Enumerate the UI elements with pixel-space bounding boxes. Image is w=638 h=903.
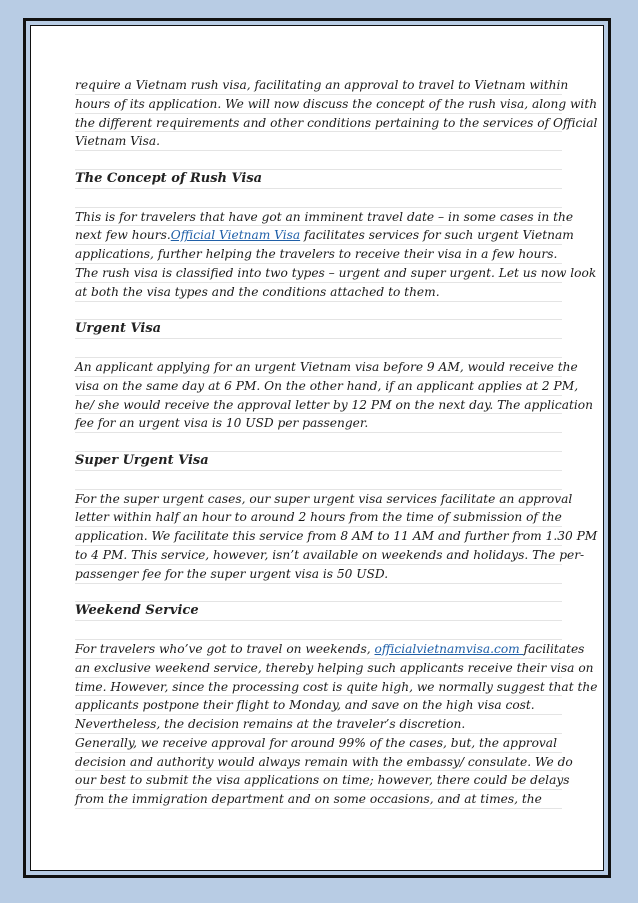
text-line: hours of its application. We will now discuss the concept of the rush visa, along with [75, 95, 562, 114]
text-line: at both the visa types and the conditions attached to them. [75, 283, 562, 302]
text-line: passenger fee for the super urgent visa is 50 USD. [75, 565, 562, 584]
text-span: facilitates services for such urgent Vietnam [300, 228, 574, 243]
blank-line [75, 433, 562, 452]
blank-line [75, 302, 562, 321]
text-span: For travelers who’ve got to travel on weekends, [75, 641, 375, 656]
blank-line [75, 339, 562, 358]
section-heading-weekend: Weekend Service [75, 602, 562, 621]
document-body [75, 76, 598, 809]
text-line: from the immigration department and on some occasions, and at times, the [75, 790, 562, 809]
text-line: Vietnam Visa. [75, 132, 562, 151]
text-line: the different requirements and other conditions pertaining to the services of Official [75, 114, 562, 133]
text-line: he/ she would receive the approval letter by 12 PM on the next day. The application [75, 396, 562, 415]
official-vietnam-visa-link[interactable]: Official Vietnam Visa [170, 228, 301, 243]
section-heading-urgent: Urgent Visa [75, 320, 562, 339]
blank-line [75, 151, 562, 170]
text-line [75, 640, 585, 659]
section-heading-super-urgent: Super Urgent Visa [75, 452, 562, 471]
blank-line [75, 471, 562, 490]
text-line: For the super urgent cases, our super urgent visa services facilitate an approval [75, 490, 562, 509]
text-line: an exclusive weekend service, thereby helping such applicants receive their visa on [75, 659, 562, 678]
blank-line [75, 584, 562, 603]
text-line: applications, further helping the travelers to receive their visa in a few hours. [75, 245, 562, 264]
officialvietnamvisa-link[interactable]: officialvietnamvisa.com [374, 641, 524, 656]
text-line: An applicant applying for an urgent Vietnam visa before 9 AM, would receive the [75, 358, 562, 377]
text-line: The rush visa is classified into two types – urgent and super urgent. Let us now look [75, 264, 562, 283]
text-line: Nevertheless, the decision remains at the traveler’s discretion. [75, 715, 562, 734]
text-line: applicants postpone their flight to Monday, and save on the high visa cost. [75, 696, 562, 715]
text-line: time. However, since the processing cost is quite high, we normally suggest that the [75, 678, 562, 697]
blank-line [75, 189, 562, 208]
text-line: fee for an urgent visa is 10 USD per passenger. [75, 414, 562, 433]
text-line: application. We facilitate this service from 8 AM to 11 AM and further from 1.30 PM [75, 527, 562, 546]
text-line: visa on the same day at 6 PM. On the other hand, if an applicant applies at 2 PM, [75, 377, 562, 396]
text-line: to 4 PM. This service, however, isn’t available on weekends and holidays. The per- [75, 546, 562, 565]
text-span: next few hours. [75, 228, 171, 243]
blank-line [75, 621, 562, 640]
section-heading-concept: The Concept of Rush Visa [75, 170, 562, 189]
text-line: This is for travelers that have got an imminent travel date – in some cases in the [75, 208, 562, 227]
text-line: decision and authority would always remain with the embassy/ consulate. We do [75, 753, 562, 772]
text-line: our best to submit the visa applications on time; however, there could be delays [75, 771, 562, 790]
text-line [75, 226, 574, 245]
text-span: facilitates [523, 641, 585, 656]
text-line: Generally, we receive approval for around 99% of the cases, but, the approval [75, 734, 562, 753]
text-line: letter within half an hour to around 2 hours from the time of submission of the [75, 508, 562, 527]
text-line: require a Vietnam rush visa, facilitating an approval to travel to Vietnam within [75, 76, 562, 95]
